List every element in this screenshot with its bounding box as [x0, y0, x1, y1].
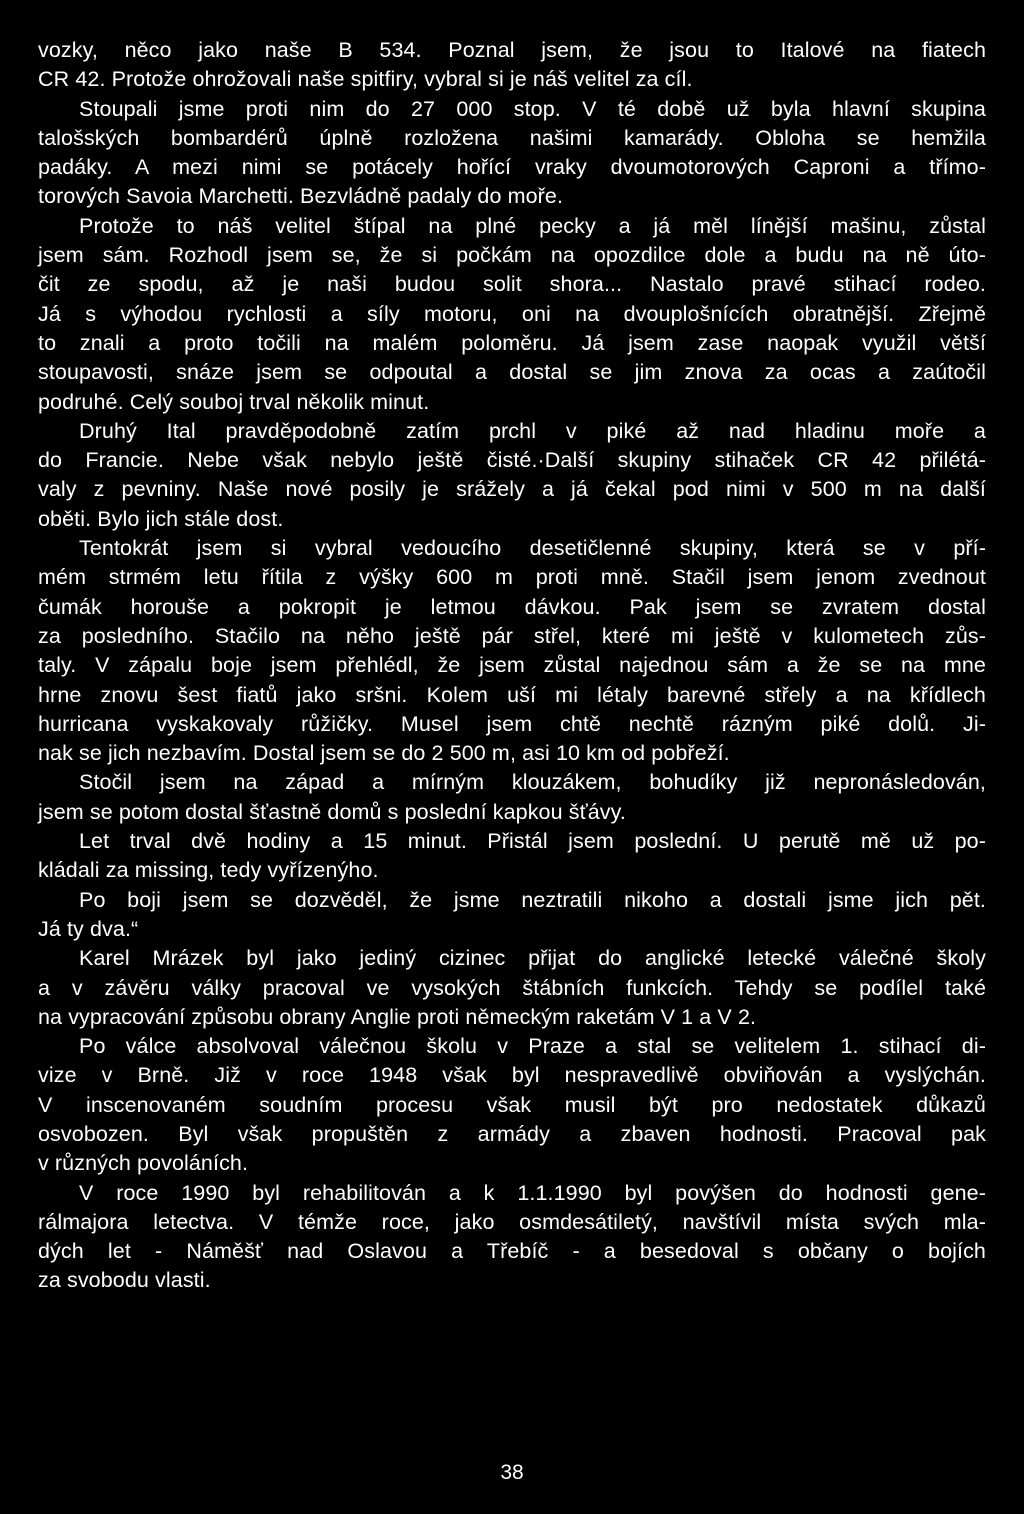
- text-line: Karel Mrázek byl jako jediný cizinec přijat do anglické letecké válečné školy: [79, 946, 986, 971]
- text-line: stoupavosti, snáze jsem se odpoutal a dostal se jim znova za ocas a zaútočil: [38, 360, 986, 385]
- text-line: Po válce absolvoval válečnou školu v Praze a stal se velitelem 1. stihací di-: [79, 1034, 986, 1059]
- text-line: Tentokrát jsem si vybral vedoucího desetičlenné skupiny, která se v pří-: [79, 536, 986, 561]
- text-line: za posledního. Stačilo na něho ještě pár střel, které mi ještě v kulometech zůs-: [38, 623, 986, 648]
- text-line: CR 42. Protože ohrožovali naše spitfiry, vybral si je náš velitel za cíl.: [38, 67, 693, 92]
- text-line: hrne znovu šest fiatů jako sršni. Kolem uší mi létaly barevné střely a na křídlech: [38, 682, 986, 707]
- text-line: v různých povoláních.: [38, 1151, 249, 1176]
- text-line: do Francie. Nebe však nebylo ještě čisté.·Další skupiny stihaček CR 42 přilétá-: [38, 448, 986, 473]
- text-line: V inscenovaném soudním procesu však musil být pro nedostatek důkazů: [38, 1092, 986, 1117]
- text-line: padáky. A mezi nimi se potácely hořící vraky dvoumotorových Caproni a třímo-: [38, 155, 986, 180]
- text-line: V roce 1990 byl rehabilitován a k 1.1.1990 byl povýšen do hodnosti gene-: [79, 1180, 986, 1205]
- text-line: Po boji jsem se dozvěděl, že jsme neztratili nikoho a dostali jsme jich pět.: [79, 887, 986, 912]
- text-line: podruhé. Celý souboj trval několik minut.: [38, 389, 430, 414]
- text-line: kládali za missing, tedy vyřízenýho.: [38, 858, 379, 883]
- text-line: torových Savoia Marchetti. Bezvládně padaly do moře.: [38, 184, 564, 209]
- text-line: hurricana vyskakovaly růžičky. Musel jsem chtě nechtě rázným piké dolů. Ji-: [38, 711, 986, 736]
- text-line: Já ty dva.“: [38, 916, 139, 941]
- text-line: Stočil jsem na západ a mírným klouzákem, bohudíky již nepronásledován,: [79, 770, 986, 795]
- text-line: vize v Brně. Již v roce 1948 však byl nespravedlivě obviňován a vyslýchán.: [38, 1063, 986, 1088]
- text-line: vozky, něco jako naše B 534. Poznal jsem, že jsou to Italové na fiatech: [38, 38, 986, 62]
- text-line: čit ze spodu, až je naši budou solit shora... Nastalo pravé stihací rodeo.: [38, 272, 986, 297]
- text-line: na vypracování způsobu obrany Anglie proti německým raketám V 1 a V 2.: [38, 1004, 757, 1029]
- text-line: nak se jich nezbavím. Dostal jsem se do 2 500 m, asi 10 km od pobřeží.: [38, 741, 730, 766]
- text-line: jsem sám. Rozhodl jsem se, že si počkám na opozdilce dole a budu na ně úto-: [38, 243, 986, 268]
- text-line: Já s výhodou rychlosti a síly motoru, oni na dvouplošnících obratnější. Zřejmě: [38, 301, 986, 326]
- text-line: oběti. Bylo jich stále dost.: [38, 506, 284, 531]
- page-body: [38, 36, 986, 1296]
- text-line: Let trval dvě hodiny a 15 minut. Přistál jsem poslední. U perutě mě už po-: [79, 829, 986, 854]
- page-number: 38: [500, 1461, 524, 1484]
- text-line: mém strmém letu řítila z výšky 600 m proti mně. Stačil jsem jenom zvednout: [38, 565, 986, 590]
- text-line: rálmajora letectva. V témže roce, jako osmdesátiletý, navštívil místa svých mla-: [38, 1209, 986, 1234]
- text-line: Stoupali jsme proti nim do 27 000 stop. V té době už byla hlavní skupina: [79, 96, 986, 121]
- text-line: taly. V zápalu boje jsem přehlédl, že jsem zůstal najednou sám a že se na mne: [38, 653, 986, 678]
- text-line: čumák horouše a pokropit je letmou dávkou. Pak jsem se zvratem dostal: [38, 594, 986, 619]
- text-line: valy z pevniny. Naše nové posily je srážely a já čekal pod nimi v 500 m na další: [38, 477, 986, 502]
- text-line: talošských bombardérů úplně rozložena našimi kamarády. Obloha se hemžila: [38, 125, 986, 150]
- text-line: Protože to náš velitel štípal na plné pecky a já měl línější mašinu, zůstal: [79, 213, 986, 238]
- text-line: to znali a proto točili na malém poloměru. Já jsem zase naopak využil větší: [38, 330, 986, 355]
- text-line: za svobodu vlasti.: [38, 1268, 211, 1293]
- text-line: osvobozen. Byl však propuštěn z armády a zbaven hodnosti. Pracoval pak: [38, 1121, 986, 1146]
- text-line: a v závěru války pracoval ve vysokých štábních funkcích. Tehdy se podílel také: [38, 975, 986, 1000]
- text-line: jsem se potom dostal šťastně domů s poslední kapkou šťávy.: [38, 799, 626, 824]
- text-line: Druhý Ital pravděpodobně zatím prchl v piké až nad hladinu moře a: [79, 418, 986, 443]
- text-line: dých let - Náměšť nad Oslavou a Třebíč - a besedoval s občany o bojích: [38, 1239, 986, 1264]
